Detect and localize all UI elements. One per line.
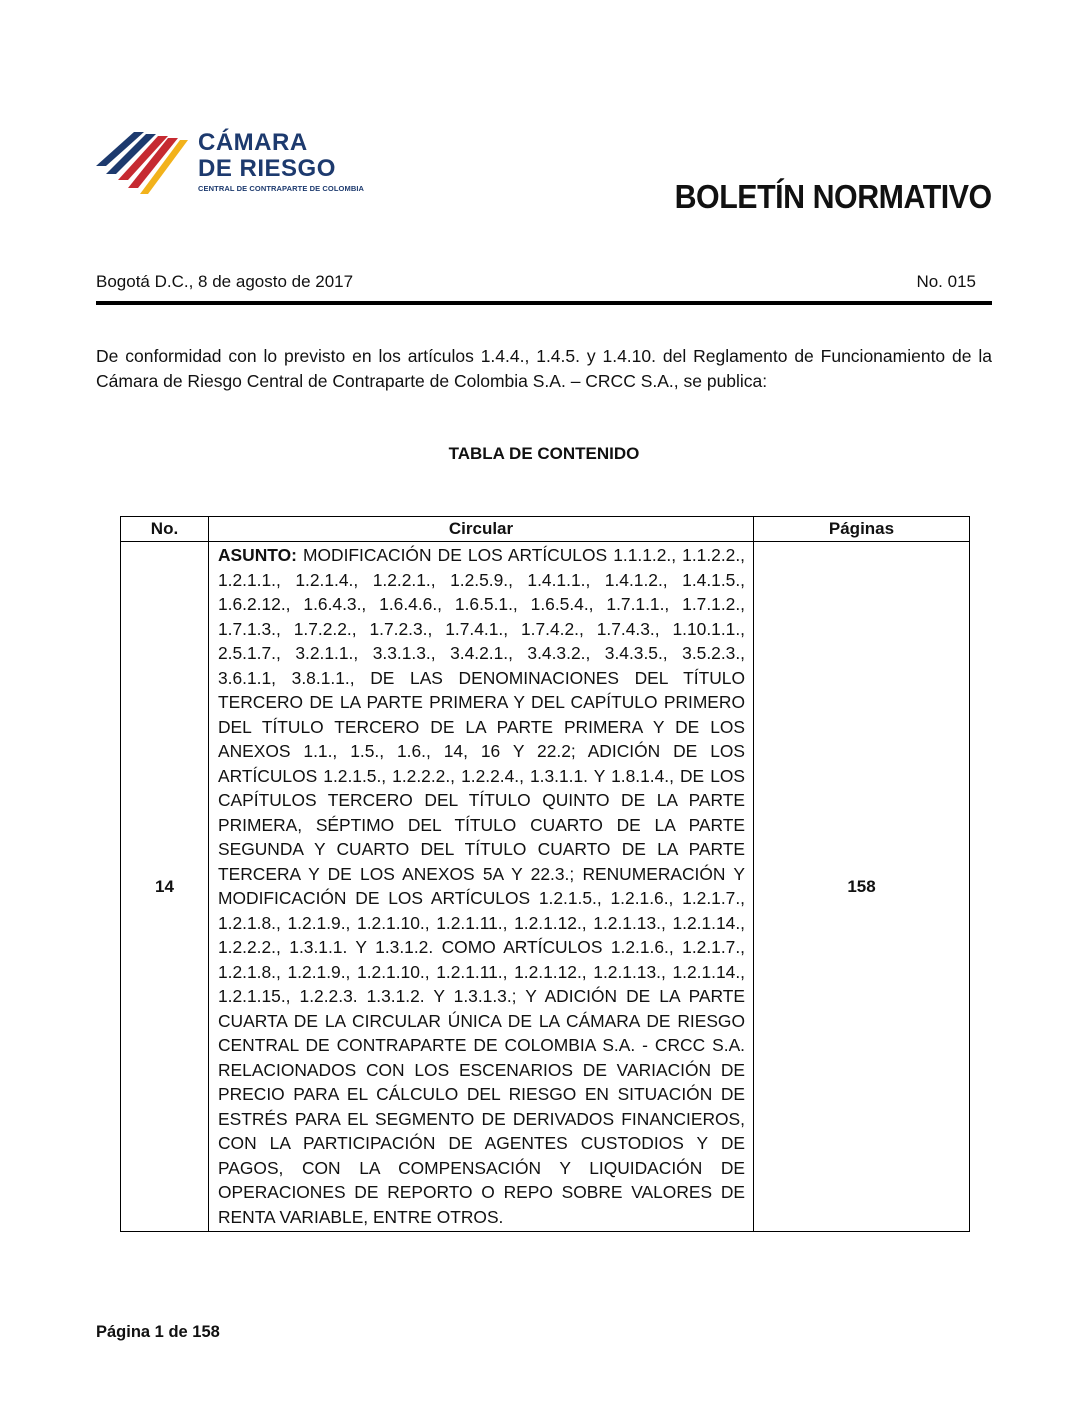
row-number: 14 <box>121 542 209 1232</box>
dateline <box>96 272 976 292</box>
header-circular: Circular <box>209 517 754 542</box>
place-date: Bogotá D.C., 8 de agosto de 2017 <box>96 272 354 291</box>
toc-title: TABLA DE CONTENIDO <box>448 444 640 463</box>
page-footer: Página 1 de 158 <box>96 1323 220 1341</box>
logo-subtitle: CENTRAL DE CONTRAPARTE DE COLOMBIA <box>198 184 365 193</box>
intro-paragraph: De conformidad con lo previsto en los artículos 1.4.4., 1.4.5. y 1.4.10. del Reglamento de Funcionamiento de la Cámara de Riesgo Central de Contraparte de Colombia S.A. – CRCC S.A., se publica: <box>96 346 992 391</box>
logo-stripes-icon <box>94 126 190 196</box>
subject-label: ASUNTO: <box>218 545 297 565</box>
header-pages: Páginas <box>754 517 970 542</box>
company-logo <box>94 126 384 196</box>
header-divider <box>96 301 992 305</box>
logo-wordmark <box>198 130 336 182</box>
logo-line-2: DE RIESGO <box>198 155 336 182</box>
logo-line-1: CÁMARA <box>198 129 308 156</box>
row-pages: 158 <box>754 542 970 1232</box>
bulletin-number: No. 015 <box>916 272 976 291</box>
toc-table <box>120 516 970 1232</box>
document-title: BOLETÍN NORMATIVO <box>674 178 992 215</box>
row-circular <box>209 542 754 1232</box>
subject-text: MODIFICACIÓN DE LOS ARTÍCULOS 1.1.1.2., 1.1.2.2., 1.2.1.1., 1.2.1.4., 1.2.2.1., 1.2.5.9., 1.4.1.1., 1.4.1.2., 1.4.1.5., 1.6.2.12., 1.6.4.3., 1.6.4.6., 1.6.5.1., 1.6.5.4., 1.7.1.1., 1.7.1.2., 1.7.1.3., 1.7.2.2., 1.7.2.3., 1.7.4.1., 1.7.4.2., 1.7.4.3., 1.10.1.1., 2.5.1.7., 3.2.1.1., 3.3.1.3., 3.4.2.1., 3.4.3.2., 3.4.3.5., 3.5.2.3., 3.6.1.1, 3.8.1.1., DE LAS DENOMINACIONES DEL TÍTULO TERCERO DE LA PARTE PRIMERA Y DEL CAPÍTULO PRIMERO DEL TÍTULO TERCERO DE LA PARTE PRIMERA Y DE LOS ANEXOS 1.1., 1.5., 1.6., 14, 16 Y 22.2; ADICIÓN DE LOS ARTÍCULOS 1.2.1.5., 1.2.2.2., 1.2.2.4., 1.3.1.1. Y 1.8.1.4., DE LOS CAPÍTULOS TERCERO DEL TÍTULO QUINTO DE LA PARTE PRIMERA, SÉPTIMO DEL TÍTULO CUARTO DE LA PARTE SEGUNDA Y CUARTO DEL TÍTULO CUARTO DE LA PARTE TERCERA Y DE LOS ANEXOS 5A Y 22.3.; RENUMERACIÓN Y MODIFICACIÓN DE LOS ARTÍCULOS 1.2.1.5., 1.2.1.6., 1.2.1.7., 1.2.1.8., 1.2.1.9., 1.2.1.10., 1.2.1.11., 1.2.1.12., 1.2.1.13., 1.2.1.14., 1.2.2.2., 1.3.1.1. Y 1.3.1.2. COMO ARTÍCULOS 1.2.1.6., 1.2.1.7., 1.2.1.8., 1.2.1.9., 1.2.1.10., 1.2.1.11., 1.2.1.12., 1.2.1.13., 1.2.1.14., 1.2.1.15., 1.2.2.3. 1.3.1.2. Y 1.3.1.3.; Y ADICIÓN DE LA PARTE CUARTA DE LA CIRCULAR ÚNICA DE LA CÁMARA DE RIESGO CENTRAL DE CONTRAPARTE DE COLOMBIA S.A. - CRCC S.A. RELACIONADOS CON LOS ESCENARIOS DE VARIACIÓN DE PRECIO PARA EL CÁLCULO DEL RIESGO EN SITUACIÓN DE ESTRÉS PARA EL SEGMENTO DE DERIVADOS FINANCIEROS, CON LA PARTICIPACIÓN DE AGENTES CUSTODIOS Y DE PAGOS, CON LA COMPENSACIÓN Y LIQUIDACIÓN DE OPERACIONES DE REPORTO O REPO SOBRE VALORES DE RENTA VARIABLE, ENTRE OTROS. <box>218 545 745 1227</box>
table-header-row <box>121 517 970 542</box>
table-row <box>121 542 970 1232</box>
header-no: No. <box>121 517 209 542</box>
